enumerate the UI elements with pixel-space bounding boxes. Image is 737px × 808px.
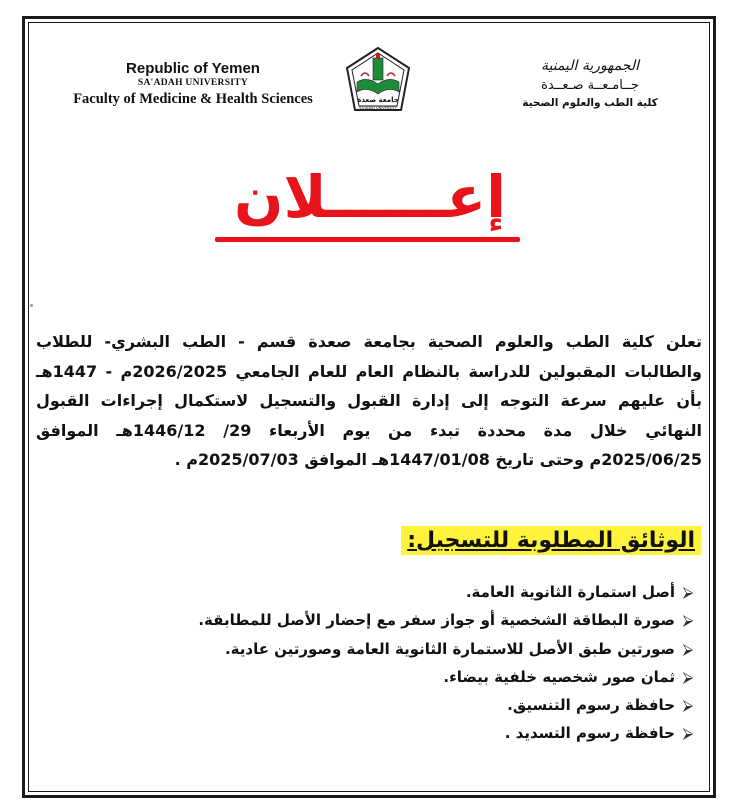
english-faculty: Faculty of Medicine & Health Sciences — [73, 91, 313, 107]
list-item — [137, 719, 697, 747]
body-line: تعلن كلية الطب والعلوم الصحية بجامعة صعدة قسم - الطب البشري- للطلاب — [36, 332, 702, 351]
arrow-bullet-icon: ⮚ — [682, 639, 694, 658]
list-item — [137, 663, 697, 691]
arrow-bullet-icon: ⮚ — [682, 583, 694, 601]
requirement-text: صورتين طبق الأصل للاستمارة الثانوية العامة وصورتين عادية. — [224, 639, 675, 658]
requirement-text: حافظة رسوم التنسيق. — [507, 696, 675, 715]
requirements-list — [137, 578, 697, 748]
arrow-bullet-icon: ⮚ — [682, 724, 694, 743]
list-item — [137, 635, 697, 663]
arrow-bullet-icon: ⮚ — [682, 611, 694, 630]
body-line: والطالبات المقبولين للدراسة بالنظام العام للعام الجامعي 2026/2025م - 1447هـ — [36, 361, 703, 381]
english-header — [48, 60, 338, 108]
arabic-republic: الجمهورية اليمنية — [540, 58, 639, 74]
arrow-bullet-icon: ⮚ — [682, 667, 694, 686]
logo-arabic-text: جامعة صعدة — [357, 96, 399, 104]
body-line: 2025/06/25م وحتى تاريخ 1447/01/08هـ الموافق 2025/07/03م . — [174, 450, 702, 469]
announcement-title-underline — [215, 237, 520, 242]
body-line: بأن عليهم سرعة التوجه إلى إدارة القبول والتسجيل لاستكمال إجراءات القبول — [36, 391, 702, 410]
requirement-text: أصل استمارة الثانوية العامة. — [465, 583, 675, 601]
requirement-text: ثمان صور شخصيه خلفية بيضاء. — [443, 667, 675, 686]
university-logo — [343, 46, 413, 118]
body-line: النهائي خلال مدة محددة تبدء من يوم الأربعاء 29/ 1446/12هـ الموافق — [36, 420, 703, 440]
list-item — [137, 578, 697, 606]
scan-speck — [30, 304, 33, 307]
arabic-faculty: كلية الطب والعلوم الصحية — [522, 97, 658, 109]
requirement-text: صورة البطاقة الشخصية أو جواز سفر مع إحضار الأصل للمطابقة. — [198, 611, 675, 630]
announcement-body — [36, 327, 702, 475]
english-republic: Republic of Yemen — [126, 60, 260, 77]
arabic-university: جــامـعــة صـعــدة — [541, 78, 639, 93]
list-item — [137, 606, 697, 634]
arrow-bullet-icon: ⮚ — [682, 696, 694, 715]
requirements-title: الوثائق المطلوبة للتسجيل: — [401, 526, 701, 555]
english-university: SA'ADAH UNIVERSITY — [137, 78, 249, 88]
list-item — [137, 691, 697, 719]
announcement-title: إعــــــلان — [234, 163, 506, 231]
arabic-header — [500, 58, 680, 109]
requirement-text: حافظة رسوم التسديد . — [504, 724, 675, 743]
logo-english-text: SA'ADAH UNIVERSITY — [359, 106, 397, 110]
